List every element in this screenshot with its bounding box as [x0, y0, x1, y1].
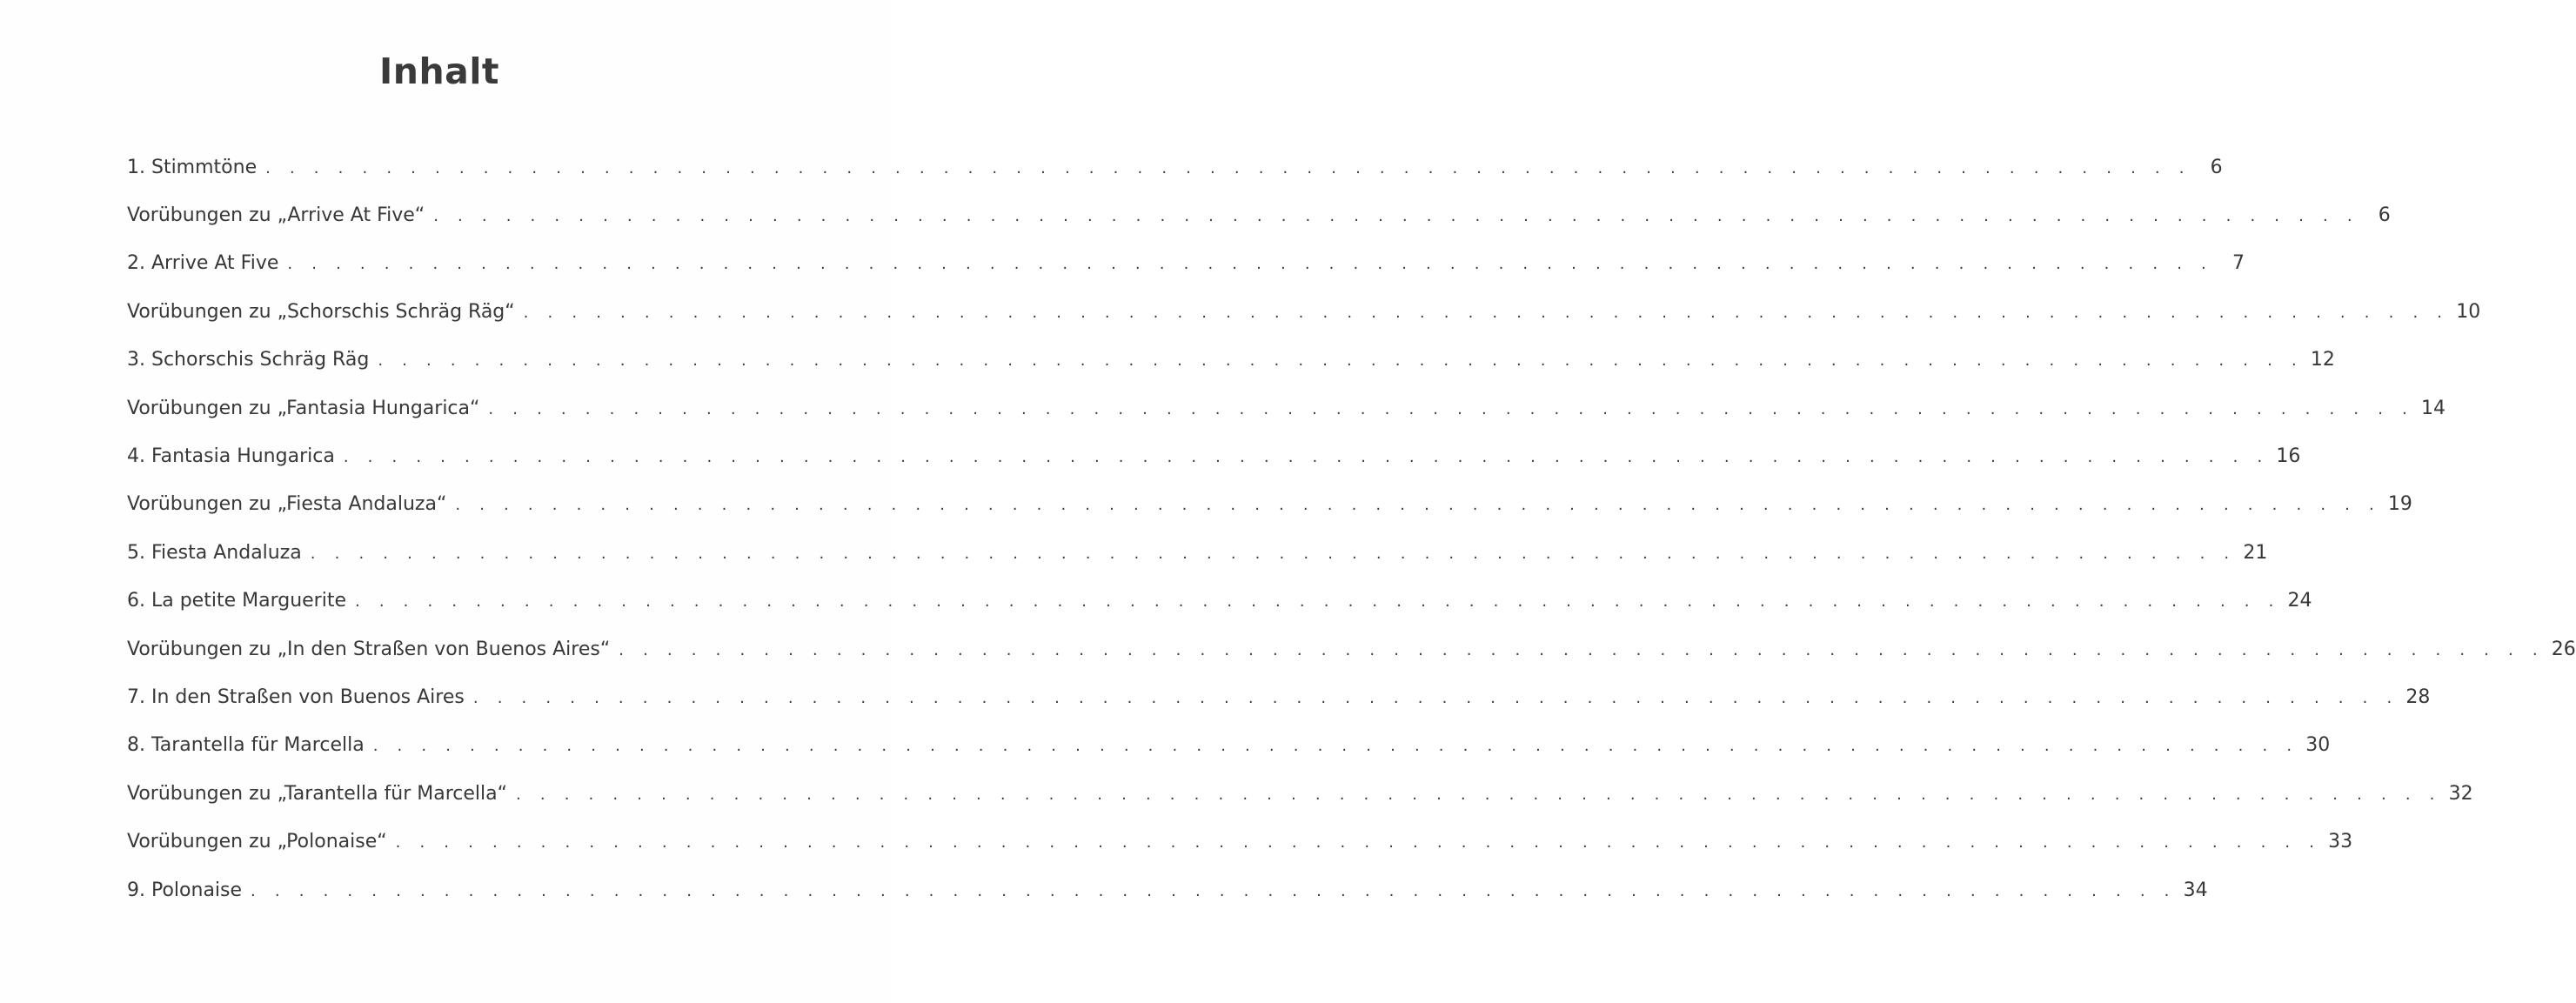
toc-entry-label: 6. La petite Marguerite: [127, 590, 346, 612]
toc-entry-label: 9. Polonaise: [127, 879, 243, 901]
toc-entry-page-number: 16: [2276, 445, 2301, 468]
dot-leader: . . . . . . . . . . . . . . . . . . . . . . . . . . . . . . . . . . . . . . . . . . . . . . . . . . . . . . . . . . . . . . . . . . . . . . . . . . . . . . . .: [455, 496, 2381, 515]
toc-entry-page-number: 32: [2448, 782, 2473, 805]
toc-entry-label: 5. Fiesta Andaluza: [127, 541, 302, 564]
dot-leader: . . . . . . . . . . . . . . . . . . . . . . . . . . . . . . . . . . . . . . . . . . . . . . . . . . . . . . . . . . . . . . . . . . . . . . . . . . . . . . . .: [265, 158, 2191, 177]
dot-leader: . . . . . . . . . . . . . . . . . . . . . . . . . . . . . . . . . . . . . . . . . . . . . . . . . . . . . . . . . . . . . . . . . . . . . . . . . . . . . . . .: [395, 833, 2322, 853]
toc-entry: [127, 144, 2223, 191]
toc-entry-page-number: 6: [2378, 204, 2391, 227]
toc-entry: [127, 384, 2446, 432]
toc-entry-label: 3. Schorschis Schräg Räg: [127, 349, 370, 371]
toc-entry: [127, 770, 2473, 818]
toc-entry-page-number: 28: [2405, 685, 2431, 708]
toc-entry: [127, 673, 2431, 721]
toc-entry-label: Vorübungen zu „Tarantella für Marcella“: [127, 782, 508, 805]
toc-entry: [127, 866, 2208, 914]
toc-entry-label: 1. Stimmtöne: [127, 156, 258, 178]
toc-entry-page-number: 10: [2456, 300, 2481, 323]
toc-entry-label: Vorübungen zu „Schorschis Schräg Räg“: [127, 300, 515, 323]
toc-entry-page-number: 12: [2310, 349, 2335, 371]
toc-entry: [127, 288, 2481, 336]
table-of-contents: [127, 144, 2576, 914]
dot-leader: . . . . . . . . . . . . . . . . . . . . . . . . . . . . . . . . . . . . . . . . . . . . . . . . . . . . . . . . . . . . . . . . . . . . . . . . . . . . . . . .: [343, 448, 2270, 467]
toc-entry-page-number: 19: [2387, 493, 2412, 516]
toc-entry-page-number: 26: [2551, 638, 2576, 660]
toc-entry: [127, 818, 2353, 866]
toc-entry: [127, 529, 2268, 577]
dot-leader: . . . . . . . . . . . . . . . . . . . . . . . . . . . . . . . . . . . . . . . . . . . . . . . . . . . . . . . . . . . . . . . . . . . . . . . . . . . . . . . .: [433, 207, 2359, 226]
dot-leader: . . . . . . . . . . . . . . . . . . . . . . . . . . . . . . . . . . . . . . . . . . . . . . . . . . . . . . . . . . . . . . . . . . . . . . . . . . . . . . . .: [287, 255, 2213, 274]
dot-leader: . . . . . . . . . . . . . . . . . . . . . . . . . . . . . . . . . . . . . . . . . . . . . . . . . . . . . . . . . . . . . . . . . . . . . . . . . . . . . . . .: [355, 592, 2281, 612]
toc-entry-label: Vorübungen zu „Fantasia Hungarica“: [127, 397, 480, 419]
toc-entry-page-number: 7: [2231, 252, 2245, 275]
dot-leader: . . . . . . . . . . . . . . . . . . . . . . . . . . . . . . . . . . . . . . . . . . . . . . . . . . . . . . . . . . . . . . . . . . . . . . . . . . . . . . . .: [251, 881, 2177, 900]
toc-entry-page-number: 21: [2243, 541, 2268, 564]
toc-entry: [127, 337, 2335, 384]
toc-entry-label: 8. Tarantella für Marcella: [127, 734, 365, 757]
toc-entry-page-number: 33: [2328, 831, 2353, 853]
toc-entry-page-number: 14: [2420, 397, 2446, 419]
toc-entry: [127, 578, 2312, 625]
toc-entry: [127, 625, 2576, 673]
toc-entry-label: 7. In den Straßen von Buenos Aires: [127, 685, 465, 708]
dot-leader: . . . . . . . . . . . . . . . . . . . . . . . . . . . . . . . . . . . . . . . . . . . . . . . . . . . . . . . . . . . . . . . . . . . . . . . . . . . . . . . .: [472, 688, 2399, 707]
dot-leader: . . . . . . . . . . . . . . . . . . . . . . . . . . . . . . . . . . . . . . . . . . . . . . . . . . . . . . . . . . . . . . . . . . . . . . . . . . . . . . . .: [523, 303, 2450, 322]
toc-entry-page-number: 24: [2287, 590, 2312, 612]
toc-entry-label: 2. Arrive At Five: [127, 252, 279, 275]
toc-entry-label: 4. Fantasia Hungarica: [127, 445, 335, 468]
dot-leader: . . . . . . . . . . . . . . . . . . . . . . . . . . . . . . . . . . . . . . . . . . . . . . . . . . . . . . . . . . . . . . . . . . . . . . . . . . . . . . . .: [516, 785, 2442, 804]
dot-leader: . . . . . . . . . . . . . . . . . . . . . . . . . . . . . . . . . . . . . . . . . . . . . . . . . . . . . . . . . . . . . . . . . . . . . . . . . . . . . . . .: [372, 737, 2299, 756]
dot-leader: . . . . . . . . . . . . . . . . . . . . . . . . . . . . . . . . . . . . . . . . . . . . . . . . . . . . . . . . . . . . . . . . . . . . . . . . . . . . . . . .: [619, 640, 2545, 659]
toc-entry-page-number: 30: [2305, 734, 2331, 757]
dot-leader: . . . . . . . . . . . . . . . . . . . . . . . . . . . . . . . . . . . . . . . . . . . . . . . . . . . . . . . . . . . . . . . . . . . . . . . . . . . . . . . .: [488, 399, 2414, 418]
toc-entry-page-number: 34: [2183, 879, 2208, 901]
toc-entry: [127, 432, 2301, 480]
page-title: Inhalt: [379, 50, 499, 93]
toc-entry-label: Vorübungen zu „Arrive At Five“: [127, 204, 425, 227]
toc-entry-page-number: 6: [2210, 156, 2223, 178]
toc-entry: [127, 191, 2391, 239]
toc-entry: [127, 240, 2245, 288]
toc-entry: [127, 722, 2331, 770]
toc-entry: [127, 481, 2412, 529]
dot-leader: . . . . . . . . . . . . . . . . . . . . . . . . . . . . . . . . . . . . . . . . . . . . . . . . . . . . . . . . . . . . . . . . . . . . . . . . . . . . . . . .: [378, 351, 2304, 371]
toc-entry-label: Vorübungen zu „Polonaise“: [127, 831, 387, 853]
dot-leader: . . . . . . . . . . . . . . . . . . . . . . . . . . . . . . . . . . . . . . . . . . . . . . . . . . . . . . . . . . . . . . . . . . . . . . . . . . . . . . . .: [310, 544, 2237, 563]
toc-entry-label: Vorübungen zu „Fiesta Andaluza“: [127, 493, 447, 516]
toc-entry-label: Vorübungen zu „In den Straßen von Buenos Aires“: [127, 638, 611, 660]
